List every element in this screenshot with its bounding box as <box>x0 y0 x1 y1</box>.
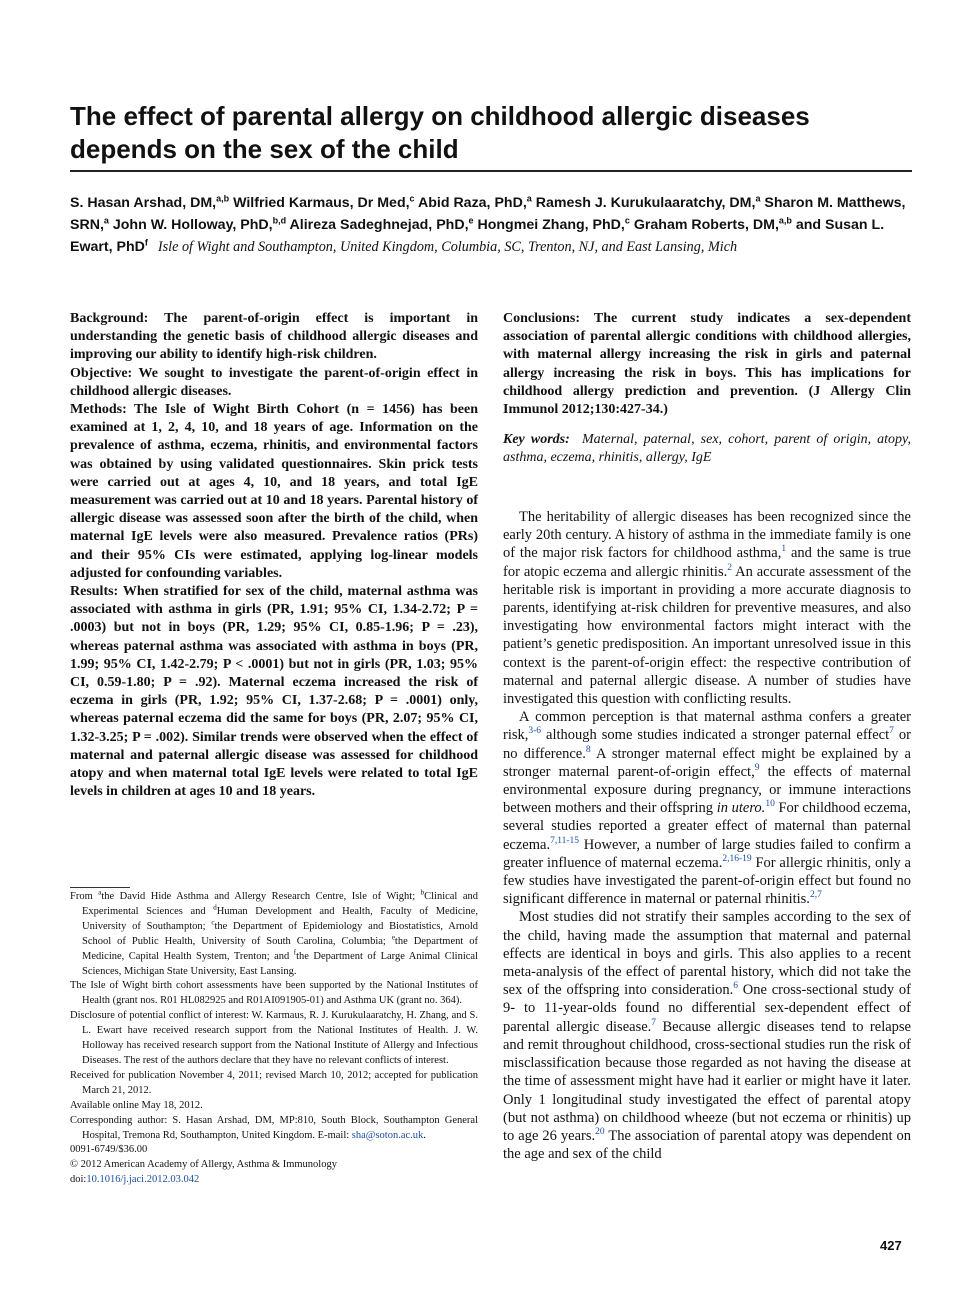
author-affiliation-mark: c <box>409 193 415 204</box>
citation-ref[interactable]: 7,11-15 <box>550 835 580 846</box>
body-paragraph <box>503 908 911 1163</box>
abstract-background: Background: The parent-of-origin effect is important in understanding the genetic basis of childhood allergic diseases and improving our ability to identify high-risk children. <box>70 311 478 363</box>
body-text: One cross-sectional study of 9- to 11-year-olds found no differential sex-dependent effect of parental allergic disease. <box>503 982 911 1035</box>
abstract-left <box>70 310 478 801</box>
author-affiliation-mark: f <box>144 237 148 248</box>
body-text: For allergic rhinitis, only a few studies have investigated the parent-of-origin effect but found no significant difference in maternal or paternal rhinitis. <box>503 854 911 908</box>
footnote-issn: 0091-6749/$36.00 <box>70 1144 148 1156</box>
footnote-text: Human Development and Health, Faculty of Medicine, University of Southampton; <box>82 905 478 932</box>
author-name: Graham Roberts, DM, <box>629 217 779 233</box>
author-name: Abid Raza, PhD, <box>414 195 527 211</box>
citation-ref[interactable]: 6 <box>733 981 739 992</box>
footnote-copyright: © 2012 American Academy of Allergy, Asthma & Immunology <box>70 1159 337 1171</box>
citation-ref[interactable]: 1 <box>781 544 787 555</box>
citation-ref[interactable]: 20 <box>595 1127 605 1138</box>
author-affiliation-mark: a,b <box>778 215 792 226</box>
footnote-text: the Department of Epidemiology and Biostatistics, Arnold School of Public Health, University of South Carolina, Columbia; <box>82 920 479 947</box>
abstract-right <box>503 310 911 419</box>
author-name: John W. Holloway, PhD, <box>108 217 273 233</box>
body-text: However, a number of large studies failed to confirm a greater influence of maternal eczema. <box>503 836 911 871</box>
body-text: The heritability of allergic diseases has been recognized since the early 20th century. A history of asthma in the immediate family is one of the major risk factors for childhood asthma, <box>503 509 911 562</box>
author-affiliation-mark: a,b <box>216 193 230 204</box>
citation-ref[interactable]: 10 <box>765 799 775 810</box>
footnote-text: the David Hide Asthma and Allergy Research Centre, Isle of Wight; <box>101 891 421 902</box>
keywords <box>503 431 911 467</box>
footnote-text: . <box>423 1129 426 1141</box>
body-text: Most studies did not stratify their samples according to the sex of the child, having made the assumption that maternal and paternal effects are identical in boys and girls. This also applies to a recent meta-analysis of the effect of parental history, which did not take the sex of the offspring into consideration. <box>503 909 911 999</box>
author-name: Sharon M. Matthews, SRN, <box>70 195 906 233</box>
doi-link[interactable]: 10.1016/j.jaci.2012.03.042 <box>86 1174 200 1186</box>
author-name: Wilfried Karmaus, Dr Med, <box>229 195 410 211</box>
author-name: Alireza Sadeghnejad, PhD, <box>286 217 469 233</box>
article-title: The effect of parental allergy on childhood allergic diseases depends on the sex of the child <box>70 101 810 164</box>
author-name: S. Hasan Arshad, DM, <box>70 195 217 211</box>
abstract-conclusions: Conclusions: The current study indicates a sex-dependent association of parental allergic conditions with childhood allergies, with maternal allergy increasing the risk in girls and paternal allergy increasing the risk in boys. This has implications for childhood allergy prediction and prevention. (J Allergy Clin Immunol 2012;130:427-34.) <box>503 311 911 418</box>
author-affiliation-mark: c <box>624 215 630 226</box>
footnote-doi <box>70 1173 478 1188</box>
footnote-funding: The Isle of Wight birth cohort assessments have been supported by the National Institutes of Health (grant nos. R01 HL082925 and R01AI091905-01) and Asthma UK (grant no. 364). <box>70 980 478 1007</box>
body-text: For childhood eczema, several studies reported a greater effect of maternal than paternal eczema. <box>503 800 911 853</box>
email-link[interactable]: sha@soton.ac.uk <box>351 1129 424 1141</box>
footnote-disclosure: Disclosure of potential conflict of interest: W. Karmaus, R. J. Kurukulaaratchy, H. Zhang, and S. L. Ewart have received research support from the National Institutes of Health. J. W. Holloway has received research support from the National Institute of Allergy and Infectious Diseases. The rest of the authors declare that they have no relevant conflicts of interest. <box>70 1010 478 1066</box>
footnote-available: Available online May 18, 2012. <box>70 1099 203 1111</box>
citation-ref[interactable]: 2 <box>727 562 732 573</box>
author-affiliation-mark: e <box>468 215 474 226</box>
page-number: 427 <box>880 1238 902 1253</box>
body-text: or no difference. <box>503 727 911 762</box>
footnote-affiliations <box>70 890 478 979</box>
author-affiliation-mark: a <box>755 193 761 204</box>
citation-ref[interactable]: 9 <box>754 763 760 774</box>
footnote-text: Corresponding author: S. Hasan Arshad, DM, MP:810, South Block, Southampton General Hospital, Tremona Rd, Southampton, United Kingdom. E-mail: <box>70 1114 478 1141</box>
body-text: A stronger maternal effect might be explained by a stronger maternal parent-of-origin effect, <box>503 745 911 780</box>
footnote-mark: b <box>420 888 425 897</box>
footnote-corresponding <box>70 1114 478 1144</box>
footnote-mark: e <box>391 933 395 942</box>
author-locations: Isle of Wight and Southampton, United Kingdom, Columbia, SC, Trenton, NJ, and East Lansing, Mich <box>157 239 738 255</box>
author-name: Ramesh J. Kurukulaaratchy, DM, <box>531 195 756 211</box>
footnote-text: doi: <box>70 1174 87 1186</box>
author-affiliation-mark: a <box>526 193 532 204</box>
footnotes <box>70 890 478 1188</box>
body-text: the effects of maternal environmental exposure during pregnancy, or immune interactions between mothers and their offspring <box>503 763 912 817</box>
title-divider <box>70 170 912 172</box>
citation-ref[interactable]: 2,7 <box>809 890 822 901</box>
citation-ref[interactable]: 3-6 <box>528 726 542 737</box>
body-text: The association of parental atopy was dependent on the age and sex of the child <box>503 1127 911 1163</box>
footnote-text: Clinical and Experimental Sciences and <box>82 891 478 917</box>
keywords-text: Maternal, paternal, sex, cohort, parent of origin, atopy, asthma, eczema, rhinitis, allergy, IgE <box>503 432 912 466</box>
footnote-mark: c <box>211 918 215 927</box>
footnote-mark: f <box>293 948 297 957</box>
footnote-text: the Department of Large Animal Clinical Sciences, Michigan State University, East Lansing. <box>82 950 478 977</box>
abstract-results: Results: When stratified for sex of the child, maternal asthma was associated with asthma in girls (PR, 1.91; 95% CI, 1.34-2.72; P = .0003) but not in boys (PR, 1.29; 95% CI, 0.85-1.96; P = .23), whereas paternal asthma was associated with asthma in boys (PR, 1.99; 95% CI, 1.42-2.79; P < .0001) but not in girls (PR, 1.03; 95% CI, 0.59-1.80; P = .92). Maternal eczema increased the risk of eczema in girls (PR, 1.92; 95% CI, 1.37-2.68; P = .0001) only, whereas paternal eczema did the same for boys (PR, 2.07; 95% CI, 1.32-3.25; P = .002). Similar trends were observed when the effect of maternal and paternal allergic disease was assessed for childhood atopy and when maternal total IgE levels were related to total IgE levels in children at ages 10 and 18 years. <box>70 584 478 800</box>
author-name: and Susan L. Ewart, PhD <box>70 217 885 255</box>
footnote-mark: a <box>98 888 102 897</box>
body-paragraph <box>503 508 911 708</box>
citation-ref[interactable]: 7 <box>651 1017 657 1028</box>
author-affiliation-mark: b,d <box>272 215 287 226</box>
author-name: Hongmei Zhang, PhD, <box>473 217 625 233</box>
citation-ref[interactable]: 8 <box>585 744 591 755</box>
abstract-methods: Methods: The Isle of Wight Birth Cohort (n = 1456) has been examined at 1, 2, 4, 10, and 18 years of age. Information on the prevalence of asthma, eczema, rhinitis, and environmental factors was obtained by using validated questionnaires. Skin prick tests were carried out at ages 4, 10, and 18 years, and total IgE measurement was carried out at 10 and 18 years. Parental history of allergic disease was assessed soon after the birth of the child, when maternal IgE levels were also measured. Prevalence ratios (PRs) and their 95% CIs were estimated, applying log-linear models adjusted for confounding variables. <box>70 402 478 581</box>
author-list <box>70 192 912 258</box>
keywords-label: Key words: <box>503 432 570 447</box>
body-text: and the same is true for atopic eczema and allergic rhinitis. <box>503 545 911 580</box>
body-paragraph <box>503 708 911 908</box>
article-body <box>503 508 911 1163</box>
abstract-objective: Objective: We sought to investigate the parent-of-origin effect in childhood allergic diseases. <box>70 365 478 399</box>
footnote-text: From <box>70 891 99 902</box>
body-text: A common perception is that maternal asthma confers a greater risk, <box>503 709 911 744</box>
body-text: although some studies indicated a stronger paternal effect <box>541 727 890 744</box>
author-affiliation-mark: a <box>103 215 109 226</box>
citation-ref[interactable]: 7 <box>889 726 894 737</box>
footnote-received: Received for publication November 4, 2011; revised March 10, 2012; accepted for publication March 21, 2012. <box>70 1069 478 1096</box>
body-text-italic: in utero. <box>716 800 766 817</box>
citation-ref[interactable]: 2,16-19 <box>722 854 752 865</box>
footnote-text: the Department of Medicine, Capital Health System, Trenton; and <box>82 935 479 962</box>
footnote-mark: d <box>213 903 217 912</box>
body-text: An accurate assessment of the heritable risk is important in providing a more accurate diagnosis to parents, identifying at-risk children for preventive measures, and also investigating how environmental factors might interact with the patient’s genetic predisposition. An important unresolved issue in this context is the parent-of-origin effect: the respective contribution of maternal and paternal allergic disease. A number of studies have investigated this question with conflicting results. <box>503 563 911 708</box>
body-text: Because allergic diseases tend to relapse and remit throughout childhood, cross-sectional studies run the risk of misclassification because those regarded as not having the disease at the time of assessment might have had it earlier or might have it later. Only 1 longitudinal study investigated the effect of parental atopy (but not asthma) on childhood wheeze (but not eczema or rhinitis) up to age 26 years. <box>503 1018 911 1144</box>
